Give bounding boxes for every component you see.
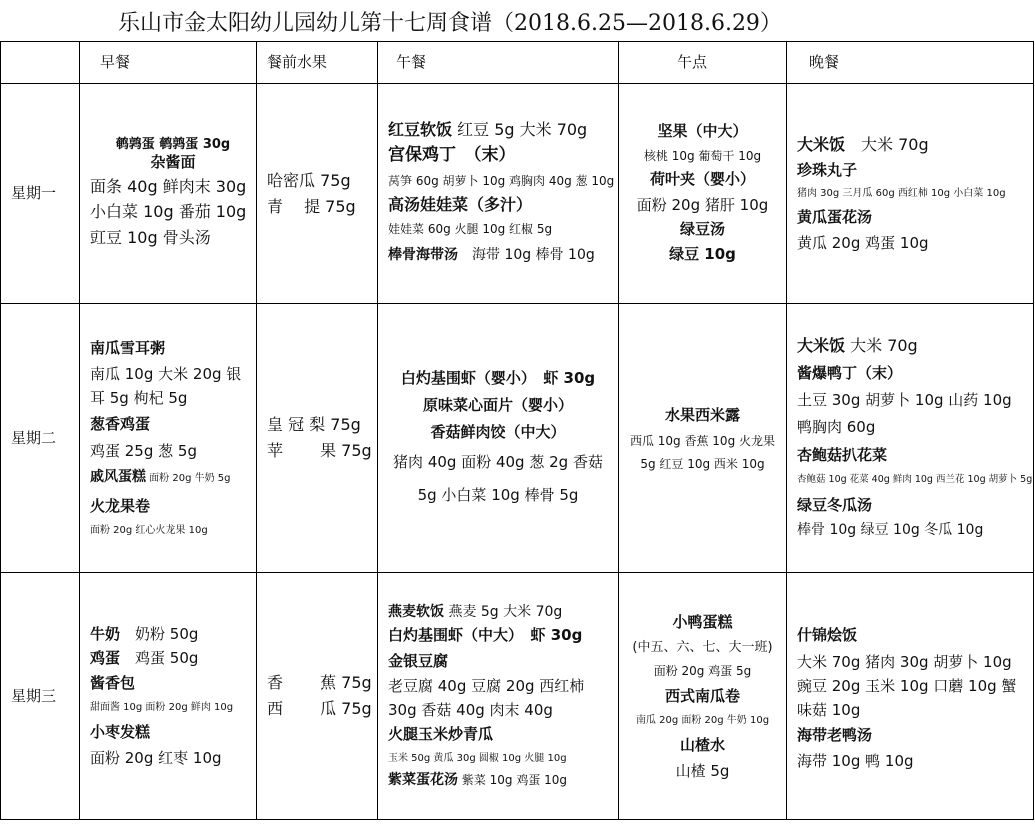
wed-lunch-item: [388, 601, 618, 623]
header-snack-label: 午点: [677, 53, 708, 72]
tue-dinner-ingredients: 土豆 30g 胡萝卜 10g 山药 10g: [797, 391, 1012, 410]
wed-lunch-dish: 火腿玉米炒青瓜: [388, 725, 494, 744]
tue-breakfast-ingredients: 面粉 20g 红心火龙果 10g: [90, 525, 208, 537]
tue-breakfast: [80, 304, 257, 573]
mon-snack-item: 面粉 20g 猪肝 10g: [636, 195, 769, 214]
header-lunch: [378, 42, 619, 84]
tue-snack-ingredients: 西瓜 10g 香蕉 10g 火龙果: [629, 434, 776, 449]
tue-lunch-dish: 原味菜心面片（婴小）: [422, 395, 573, 414]
tue-breakfast-dish: 葱香鸡蛋: [90, 415, 151, 434]
wed-lunch-ingredients: 老豆腐 40g 豆腐 20g 西红柿: [388, 677, 585, 696]
wed-breakfast-ingredients: 奶粉 50g: [120, 625, 199, 643]
tue-dinner-ingredients: 鸭胸肉 60g: [797, 418, 876, 437]
header-fruit-label: 餐前水果: [267, 53, 328, 72]
wed-breakfast-dish: 鸡蛋: [90, 649, 121, 667]
tue-dinner-ingredients: 杏鲍菇 10g 花菜 40g 鲜肉 10g 西兰花 10g 胡萝卜 5g: [797, 473, 1033, 485]
wed-breakfast-ingredients: 鸡蛋 50g: [120, 649, 199, 667]
tue-breakfast-ingredients: 南瓜 10g 大米 20g 银: [90, 365, 242, 384]
tue-dinner-dish: 绿豆冬瓜汤: [797, 495, 873, 514]
tue-dinner-dish: 酱爆鸭丁（末）: [797, 363, 903, 382]
header-snack: [619, 42, 787, 84]
wed-breakfast-ingredients: 面粉 20g 红枣 10g: [90, 749, 222, 767]
mon-snack-item: 坚果（中大）: [657, 122, 748, 141]
mon-lunch-dish: 高汤娃娃菜（多汁）: [388, 195, 533, 215]
wed-snack-ingredients: 面粉 20g 鸡蛋 5g: [653, 663, 752, 678]
mon-snack-item: 荷叶夹（婴小）: [649, 170, 755, 189]
wed-breakfast-dish: 酱香包: [90, 674, 136, 692]
mon-dinner-ingredients: 黄瓜 20g 鸡蛋 10g: [797, 233, 929, 252]
mon-snack-item: 绿豆汤: [679, 219, 725, 238]
wed-snack: [619, 573, 787, 820]
wed-fruit-item: 香 蕉 75g: [267, 673, 372, 693]
wed-snack-ingredients: 山楂 5g: [675, 761, 730, 780]
tue-dinner: [787, 304, 1034, 573]
mon-snack: [619, 84, 787, 304]
mon-dinner-dish: 黄瓜蛋花汤: [797, 208, 873, 227]
tue-breakfast-ingredients: 鸡蛋 25g 葱 5g: [90, 441, 197, 460]
wed-lunch: [378, 573, 619, 820]
tue-dinner-ingredients: 大米 70g: [845, 336, 918, 356]
tue-dinner-item: [797, 333, 1033, 359]
tue-snack: [619, 304, 787, 573]
wed-breakfast: [80, 573, 257, 820]
day-label: 星期二: [1, 304, 80, 573]
mon-fruit: [257, 84, 378, 304]
header-row: [1, 42, 1034, 84]
wed-lunch-dish: 金银豆腐: [388, 651, 449, 670]
header-lunch-label: 午餐: [396, 53, 427, 72]
tue-breakfast-dish: 火龙果卷: [90, 496, 151, 515]
wed-lunch-dish: 白灼基围虾（中大） 虾 30g: [388, 626, 583, 645]
mon-lunch-dish: 棒骨海带汤: [388, 246, 458, 263]
mon-lunch-item: [388, 241, 618, 270]
wed-snack-dish: 山楂水: [679, 735, 725, 754]
mon-dinner-item: [797, 132, 1033, 158]
mon-snack-item: 核桃 10g 葡萄干 10g: [643, 148, 762, 163]
wed-snack-ingredients: 南瓜 20g 面粉 20g 牛奶 10g: [635, 714, 770, 726]
wed-snack-dish: 西式南瓜卷: [664, 686, 740, 705]
mon-fruit-item: 哈密瓜 75g: [267, 170, 351, 190]
row-monday: [1, 84, 1034, 304]
tue-lunch-dish: 白灼基围虾（婴小） 虾 30g: [400, 368, 596, 387]
mon-breakfast-item: 杂酱面: [150, 152, 196, 171]
header-breakfast: [80, 42, 257, 84]
header-breakfast-label: 早餐: [100, 53, 131, 72]
tue-fruit: [257, 304, 378, 573]
tue-breakfast-dish: 南瓜雪耳粥: [90, 338, 166, 357]
wed-breakfast-ingredients: 甜面酱 10g 面粉 20g 鲜肉 10g: [90, 702, 234, 713]
header-corner: [1, 42, 80, 84]
header-dinner: [787, 42, 1034, 84]
wed-snack-note: (中五、六、七、大一班): [632, 640, 773, 656]
tue-breakfast-dish: 戚风蛋糕: [90, 468, 146, 485]
tue-breakfast-item: [90, 463, 256, 492]
wed-breakfast-item: [90, 622, 256, 646]
mon-breakfast: [80, 84, 257, 304]
mon-dinner-ingredients: 大米 70g: [845, 135, 929, 155]
wed-dinner-ingredients: 大米 70g 猪肉 30g 胡萝卜 10g: [797, 652, 1012, 671]
wed-lunch-ingredients: 30g 香菇 40g 肉末 40g: [388, 701, 553, 720]
wed-breakfast-dish: 牛奶: [90, 625, 121, 643]
mon-lunch: [378, 84, 619, 304]
mon-breakfast-item: 面条 40g 鲜肉末 30g: [90, 176, 247, 196]
mon-lunch-dish: 宫保鸡丁 （末）: [388, 145, 516, 166]
wed-lunch-ingredients: 燕麦 5g 大米 70g: [444, 604, 563, 621]
header-fruit: [257, 42, 378, 84]
tue-fruit-item: 苹 果 75g: [267, 441, 372, 460]
tue-lunch: [378, 304, 619, 573]
row-wednesday: [1, 573, 1034, 820]
tue-snack-dish: 水果西米露: [664, 406, 740, 425]
mon-fruit-item: 青 提 75g: [267, 196, 356, 216]
mon-breakfast-item: 小白菜 10g 番茄 10g: [90, 202, 247, 222]
page-title: 乐山市金太阳幼儿园幼儿第十七周食谱（2018.6.25—2018.6.29）: [118, 11, 782, 36]
mon-lunch-ingredients: 红豆 5g 大米 70g: [452, 119, 588, 139]
wed-dinner-dish: 海带老鸭汤: [797, 725, 873, 744]
wed-dinner-dish: 什锦烩饭: [797, 625, 858, 644]
mon-dinner: [787, 84, 1034, 304]
tue-dinner-ingredients: 棒骨 10g 绿豆 10g 冬瓜 10g: [797, 522, 984, 539]
mon-lunch-dish: 红豆软饭: [388, 119, 453, 139]
tue-dinner-dish: 大米饭: [797, 336, 846, 356]
wed-snack-dish: 小鸭蛋糕: [672, 613, 733, 632]
wed-lunch-ingredients: 玉米 50g 黄瓜 30g 圆椒 10g 火腿 10g: [388, 752, 567, 764]
tue-snack-ingredients: 5g 红豆 10g 西米 10g: [640, 457, 765, 471]
menu-table: [0, 41, 1034, 820]
tue-fruit-item: 皇 冠 梨 75g: [267, 415, 361, 435]
mon-dinner-dish: 珍珠丸子: [797, 160, 858, 179]
wed-lunch-dish: 紫菜蛋花汤: [388, 771, 458, 788]
tue-breakfast-ingredients: 耳 5g 枸杞 5g: [90, 389, 188, 408]
mon-breakfast-item: 豇豆 10g 骨头汤: [90, 227, 211, 247]
tue-lunch-dish: 香菇鲜肉饺（中大）: [430, 422, 566, 441]
mon-lunch-ingredients: 娃娃菜 60g 火腿 10g 红椒 5g: [388, 221, 553, 236]
mon-dinner-ingredients: 猪肉 30g 三月瓜 60g 西红柿 10g 小白菜 10g: [797, 188, 1006, 200]
wed-lunch-dish: 燕麦软饭: [388, 604, 444, 621]
wed-dinner-ingredients: 豌豆 20g 玉米 10g 口蘑 10g 蟹: [797, 676, 1017, 695]
mon-breakfast-item: 鹌鹑蛋 鹌鹑蛋 30g: [115, 136, 231, 152]
wed-lunch-item: [388, 770, 618, 791]
day-label: 星期一: [1, 84, 80, 304]
tue-dinner-dish: 杏鲍菇扒花菜: [797, 446, 888, 465]
wed-dinner-ingredients: 味菇 10g: [797, 700, 861, 719]
wed-lunch-ingredients: 紫菜 10g 鸡蛋 10g: [458, 772, 568, 787]
day-label: 星期三: [1, 573, 80, 820]
mon-dinner-dish: 大米饭: [797, 135, 846, 155]
row-tuesday: [1, 304, 1034, 573]
mon-lunch-ingredients: 莴笋 60g 胡萝卜 10g 鸡胸肉 40g 葱 10g: [388, 173, 615, 188]
wed-breakfast-item: [90, 646, 256, 670]
mon-lunch-ingredients: 海带 10g 棒骨 10g: [458, 246, 595, 263]
tue-lunch-ingredients: 5g 小白菜 10g 棒骨 5g: [417, 485, 579, 504]
header-dinner-label: 晚餐: [809, 53, 840, 72]
tue-breakfast-ingredients: 面粉 20g 牛奶 5g: [146, 472, 231, 484]
wed-breakfast-dish: 小枣发糕: [90, 723, 151, 741]
wed-fruit-item: 西 瓜 75g: [267, 699, 372, 718]
mon-snack-item: 绿豆 10g: [669, 245, 736, 264]
wed-dinner: [787, 573, 1034, 820]
tue-lunch-ingredients: 猪肉 40g 面粉 40g 葱 2g 香菇: [393, 452, 603, 471]
mon-lunch-item: [388, 117, 618, 143]
wed-fruit: [257, 573, 378, 820]
wed-dinner-ingredients: 海带 10g 鸭 10g: [797, 751, 914, 770]
